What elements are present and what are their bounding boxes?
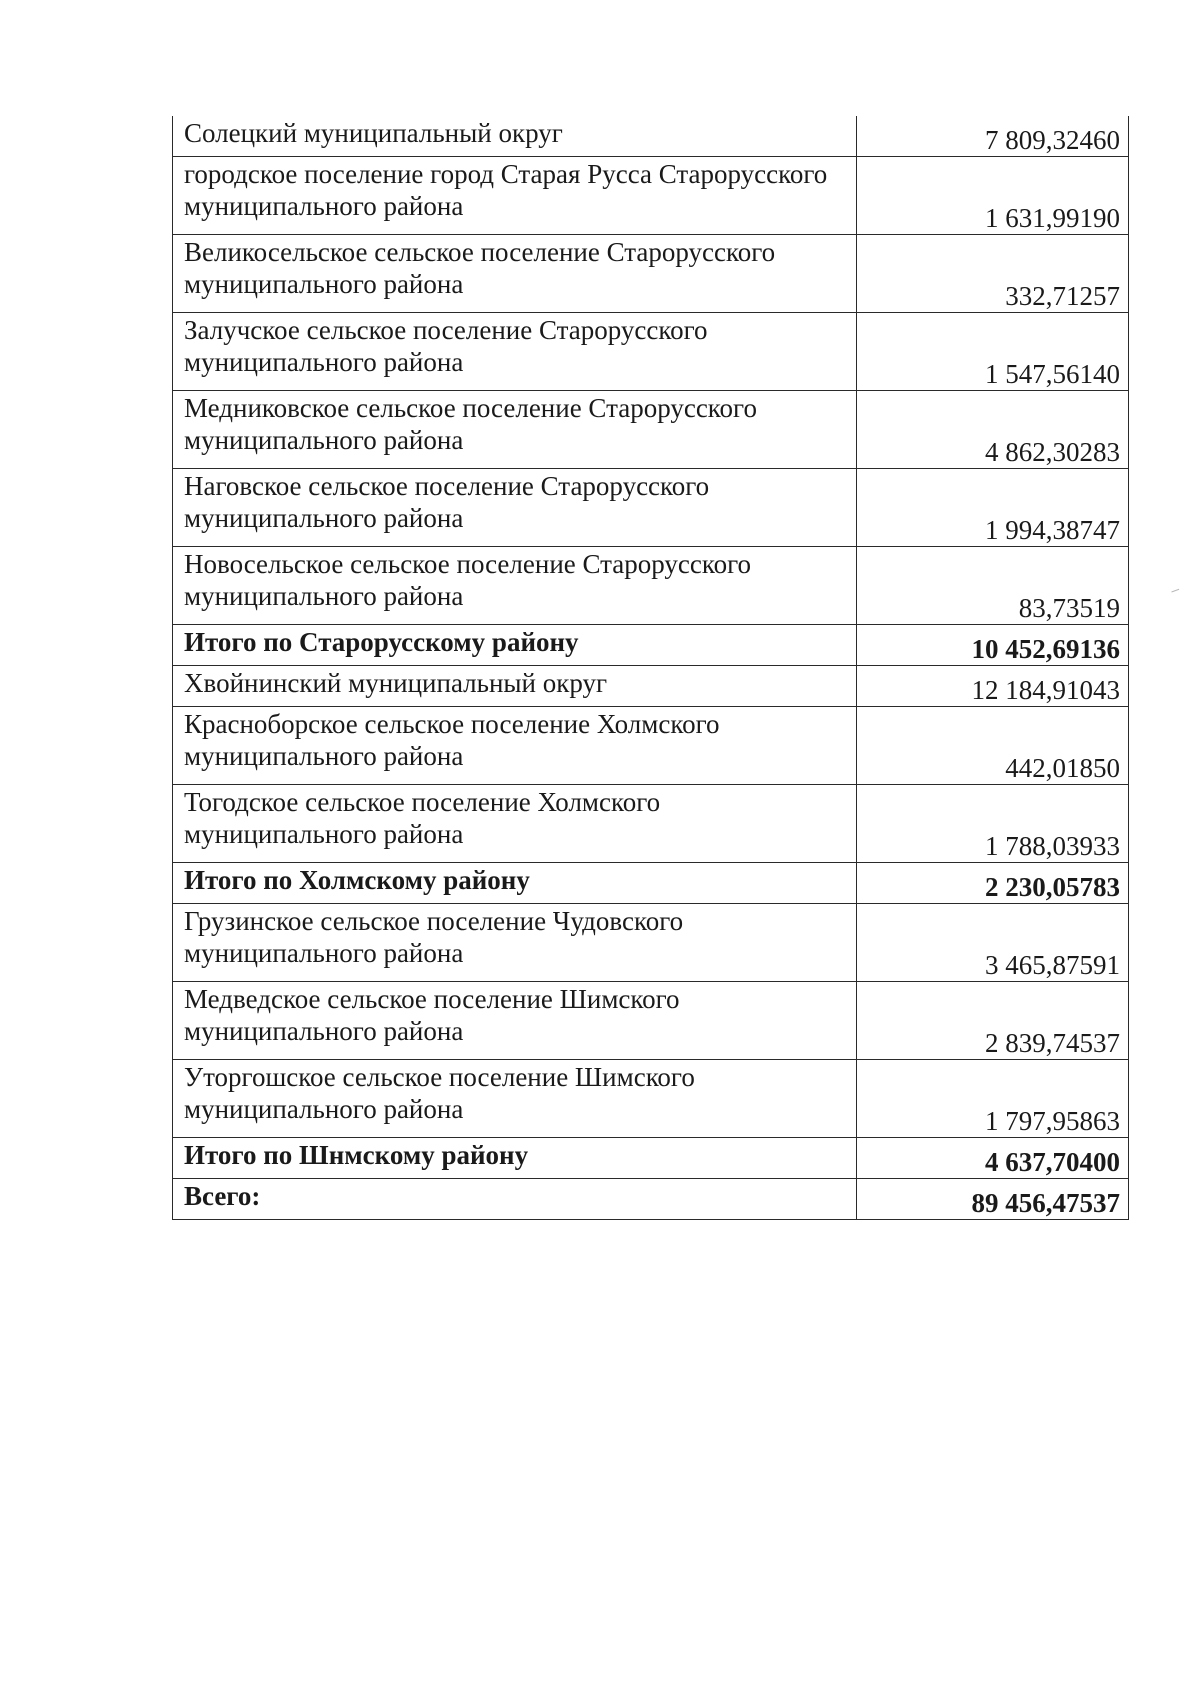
row-value: 1 994,38747: [857, 469, 1129, 547]
subtotal-label: Итого по Холмскому району: [173, 863, 857, 904]
table-row: [173, 235, 1129, 313]
row-name: Уторгошское сельское поселение Шимского муниципального района: [173, 1060, 857, 1138]
row-value: 332,71257: [857, 235, 1129, 313]
row-name: Красноборское сельское поселение Холмского муниципального района: [173, 707, 857, 785]
row-name: Залучское сельское поселение Старорусского муниципального района: [173, 313, 857, 391]
row-name: городское поселение город Старая Русса Старорусского муниципального района: [173, 157, 857, 235]
subtotal-label: Итого по Старорусскому району: [173, 625, 857, 666]
row-value: 12 184,91043: [857, 666, 1129, 707]
subtotal-row: [173, 1138, 1129, 1179]
table-row: [173, 707, 1129, 785]
subtotal-value: 4 637,70400: [857, 1138, 1129, 1179]
row-value: 1 631,99190: [857, 157, 1129, 235]
row-value: 1 788,03933: [857, 785, 1129, 863]
grand-total-label: Всего:: [173, 1179, 857, 1220]
row-name: Хвойнинский муниципальный округ: [173, 666, 857, 707]
table-row: [173, 982, 1129, 1060]
row-value: 1 797,95863: [857, 1060, 1129, 1138]
table-row: [173, 469, 1129, 547]
row-value: 3 465,87591: [857, 904, 1129, 982]
table-row: [173, 1060, 1129, 1138]
table-row: [173, 313, 1129, 391]
table-row: [173, 157, 1129, 235]
row-value: 2 839,74537: [857, 982, 1129, 1060]
row-value: 442,01850: [857, 707, 1129, 785]
subtotal-value: 2 230,05783: [857, 863, 1129, 904]
subtotal-row: [173, 625, 1129, 666]
subtotal-value: 10 452,69136: [857, 625, 1129, 666]
grand-total-value: 89 456,47537: [857, 1179, 1129, 1220]
row-name: Медведское сельское поселение Шимского муниципального района: [173, 982, 857, 1060]
row-name: Великосельское сельское поселение Старорусского муниципального района: [173, 235, 857, 313]
table-row: [173, 904, 1129, 982]
row-value: 4 862,30283: [857, 391, 1129, 469]
table-row: [173, 116, 1129, 157]
grand-total-row: [173, 1179, 1129, 1220]
scan-speck: [1171, 589, 1180, 596]
row-name: Новосельское сельское поселение Старорусского муниципального района: [173, 547, 857, 625]
table-row: [173, 666, 1129, 707]
table-row: [173, 547, 1129, 625]
row-name: Медниковское сельское поселение Старорусского муниципального района: [173, 391, 857, 469]
row-name: Наговское сельское поселение Старорусского муниципального района: [173, 469, 857, 547]
table-row: [173, 785, 1129, 863]
row-value: 7 809,32460: [857, 116, 1129, 157]
table-row: [173, 391, 1129, 469]
row-value: 1 547,56140: [857, 313, 1129, 391]
row-value: 83,73519: [857, 547, 1129, 625]
row-name: Солецкий муниципальный округ: [173, 116, 857, 157]
row-name: Тогодское сельское поселение Холмского муниципального района: [173, 785, 857, 863]
subtotal-label: Итого по Шнмскому району: [173, 1138, 857, 1179]
allocation-table: [172, 116, 1129, 1220]
row-name: Грузинское сельское поселение Чудовского муниципального района: [173, 904, 857, 982]
subtotal-row: [173, 863, 1129, 904]
